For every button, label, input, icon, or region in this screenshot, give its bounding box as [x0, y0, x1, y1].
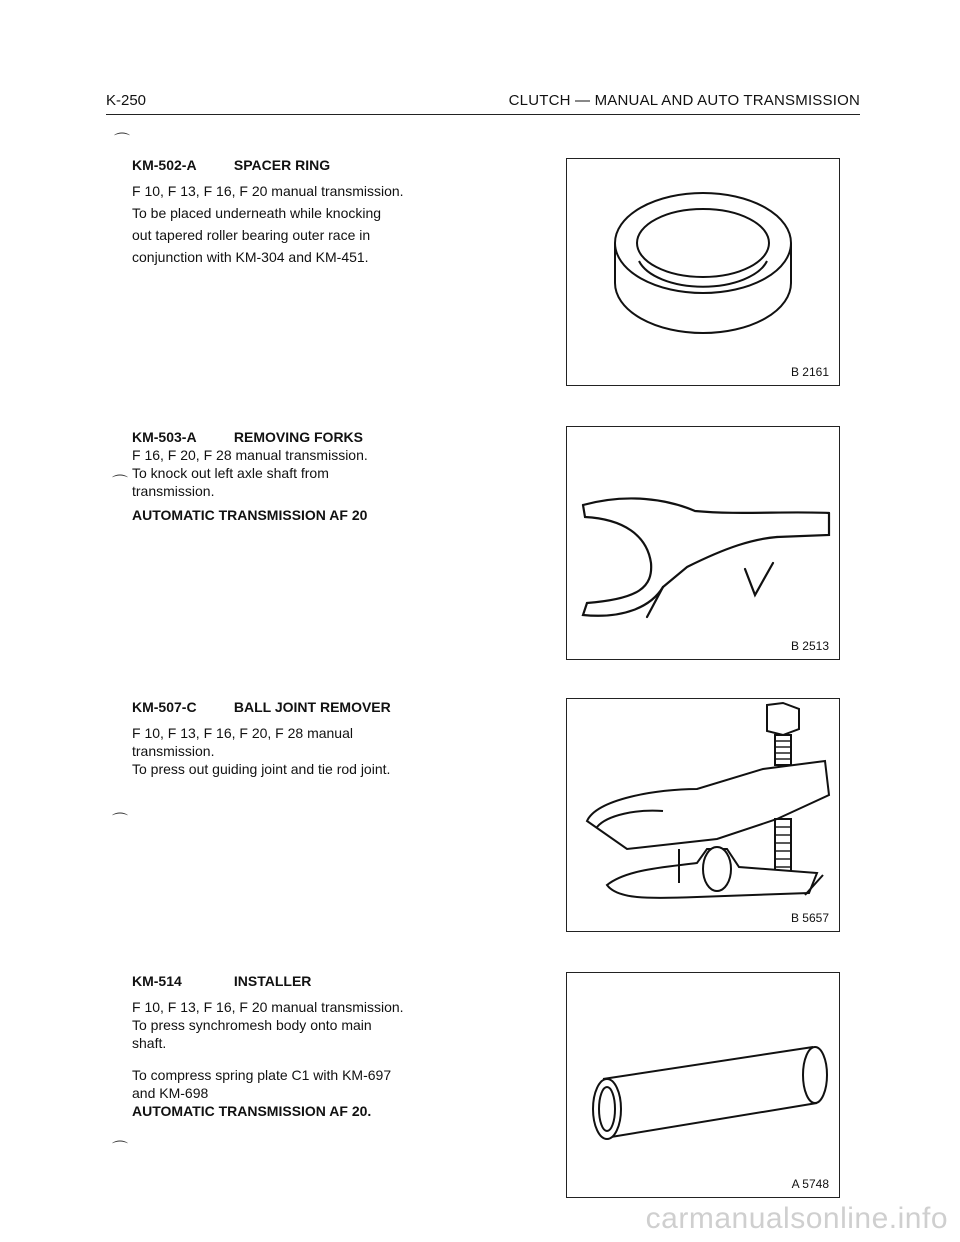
margin-mark: ⌒	[112, 1141, 129, 1158]
tool-description-line: To press synchromesh body onto main	[132, 1017, 372, 1033]
figure-removing-fork	[566, 426, 840, 660]
tool-entry-km-514	[132, 972, 462, 1120]
installer-tube-icon	[567, 973, 839, 1197]
tool-description-line: conjunction with KM-304 and KM-451.	[132, 249, 369, 265]
figure-id: B 2161	[790, 365, 829, 379]
tool-heading	[132, 156, 462, 174]
removing-fork-icon	[567, 427, 839, 659]
tool-code: KM-502-A	[132, 157, 197, 173]
tool-code: KM-507-C	[132, 699, 197, 715]
tool-name: INSTALLER	[233, 973, 312, 989]
tool-entry-km-507-c	[132, 698, 462, 778]
tool-note-line: and KM-698	[132, 1085, 209, 1101]
tool-name: BALL JOINT REMOVER	[233, 699, 391, 715]
ball-joint-remover-icon	[567, 699, 839, 931]
figure-installer-tube	[566, 972, 840, 1198]
tool-name: REMOVING FORKS	[233, 429, 364, 445]
tool-description-line: To be placed underneath while knocking	[132, 205, 382, 221]
margin-mark: ⌒	[112, 813, 129, 830]
tool-description-line: out tapered roller bearing outer race in	[132, 227, 371, 243]
tool-heading	[132, 698, 462, 716]
tool-heading	[132, 972, 462, 990]
margin-mark: ⌒	[114, 133, 131, 150]
tool-entry-km-503-a	[132, 428, 462, 524]
section-title: CLUTCH — MANUAL AND AUTO TRANSMISSION	[508, 92, 860, 109]
tool-description-line: F 10, F 13, F 16, F 20 manual transmission.	[132, 999, 404, 1015]
tool-description-line: F 10, F 13, F 16, F 20, F 28 manual	[132, 725, 353, 741]
tool-heading	[132, 428, 462, 446]
tool-description-line: F 16, F 20, F 28 manual transmission.	[132, 447, 368, 463]
watermark: carmanualsonline.info	[645, 1202, 948, 1235]
figure-ball-joint-remover	[566, 698, 840, 932]
tool-code: KM-503-A	[132, 429, 197, 445]
bold-note: AUTOMATIC TRANSMISSION AF 20.	[132, 1103, 372, 1119]
tool-note-line: To compress spring plate C1 with KM-697	[132, 1067, 392, 1083]
figure-id: B 5657	[790, 911, 829, 925]
tool-description-line: transmission.	[132, 743, 215, 759]
spacer-ring-icon	[567, 159, 839, 385]
margin-mark: ⌒	[112, 475, 129, 492]
tool-description-line: To knock out left axle shaft from	[132, 465, 329, 481]
page-header	[106, 92, 860, 115]
tool-code: KM-514	[132, 973, 182, 989]
figure-id: B 2513	[790, 639, 829, 653]
tool-description-line: shaft.	[132, 1035, 167, 1051]
page-number: K-250	[106, 92, 147, 109]
tool-entry-km-502-a	[132, 156, 462, 270]
figure-id: A 5748	[791, 1177, 829, 1191]
tool-description-line: transmission.	[132, 483, 215, 499]
bold-note: AUTOMATIC TRANSMISSION AF 20	[132, 507, 368, 523]
figure-spacer-ring	[566, 158, 840, 386]
tool-description-line: F 10, F 13, F 16, F 20 manual transmission.	[132, 183, 404, 199]
tool-name: SPACER RING	[233, 157, 331, 173]
tool-description-line: To press out guiding joint and tie rod joint.	[132, 761, 391, 777]
